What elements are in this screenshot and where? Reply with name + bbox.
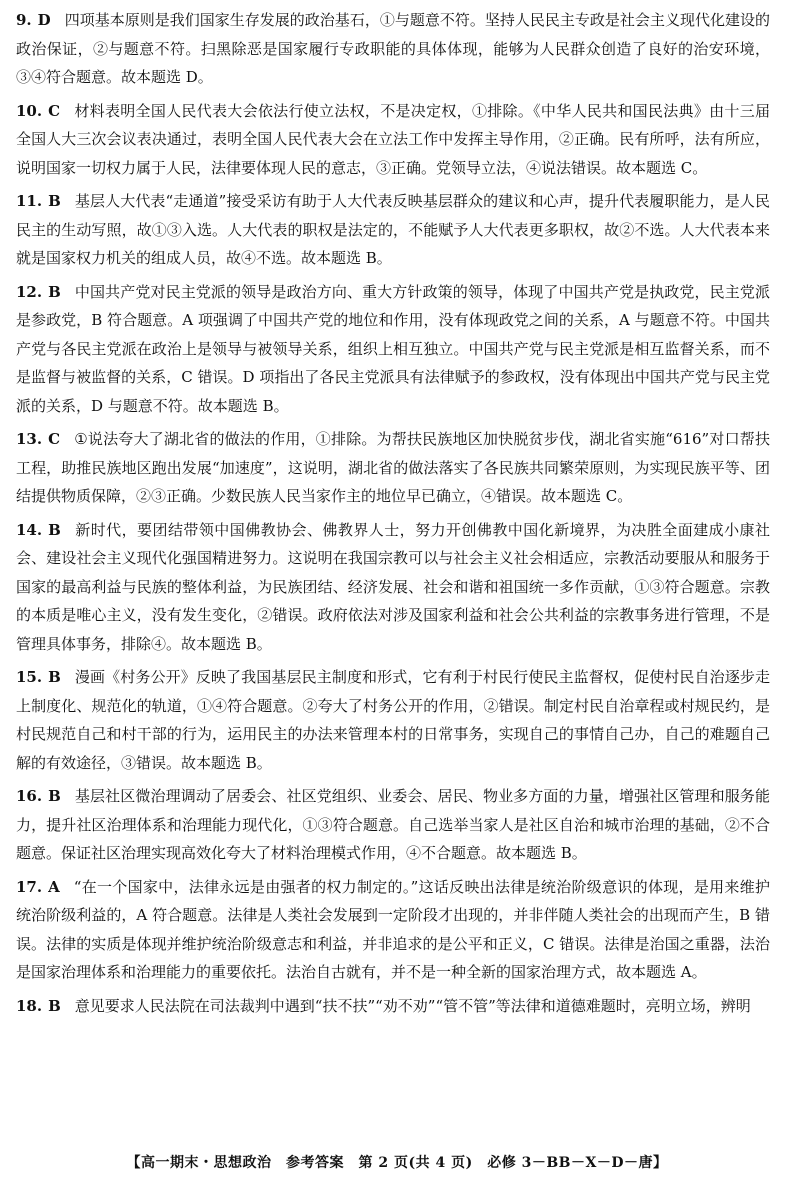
answer-item (16, 782, 770, 868)
question-number: 13. (16, 430, 43, 448)
explanation-text: 四项基本原则是我们国家生存发展的政治基石，①与题意不符。坚持人民民主专政是社会主义现代化建设的政治保证，②与题意不符。扫黑除恶是国家履行专政职能的具体体现，能够为人民群众创造了良好的治安环境，③④符合题意。故本题选 D。 (16, 11, 770, 86)
answer-letter: D (37, 11, 51, 29)
question-number: 10. (16, 101, 43, 120)
question-number: 16. (16, 787, 43, 805)
answer-letter: B (48, 192, 61, 210)
explanation-text: 新时代，要团结带领中国佛教协会、佛教界人士，努力开创佛教中国化新境界，为决胜全面建成小康社会、建设社会主义现代化强国精进努力。这说明在我国宗教可以与社会主义社会相适应，宗教活动要服从和服务于国家的最高利益与民族的整体利益，为民族团结、经济发展、社会和谐和祖国统一多作贡献，①③符合题意。宗教的本质是唯心主义，没有发生变化，②错误。政府依法对涉及国家利益和社会公共利益的宗教事务进行管理，不是管理具体事务，排除④。故本题选 B。 (16, 520, 770, 653)
explanation-text: 材料表明全国人民代表大会依法行使立法权，不是决定权，①排除。《中华人民共和国民法典》由十三届全国人大三次会议表决通过，表明全国人民代表大会在立法工作中发挥主导作用，②正确。民有所呼，法有所应，说明国家一切权力属于人民，法律要体现人民的意志，③正确。党领导立法，④说法错误。故本题选 C。 (16, 101, 770, 177)
answer-list (16, 6, 770, 1020)
question-number: 11. (16, 192, 43, 210)
question-number: 15. (16, 668, 43, 686)
answer-item (16, 97, 770, 183)
answer-item (16, 187, 770, 273)
answer-item (16, 425, 770, 511)
question-number: 18. (16, 996, 43, 1015)
page-footer: 【高一期末・思想政治 参考答案 第 2 页(共 4 页) 必修 3－BB－X－D－唐】 (126, 1155, 668, 1171)
explanation-text: 中国共产党对民主党派的领导是政治方向、重大方针政策的领导，体现了中国共产党是执政党，民主党派是参政党，B 符合题意。A 项强调了中国共产党的地位和作用，没有体现政党之间的关系，A 与题意不符。中国共产党与各民主党派在政治上是领导与被领导关系，组织上相互独立。中国共产党与民主党派是相互监督关系，而不是监督与被监督的关系，C 错误。D 项指出了各民主党派具有法律赋予的参政权，没有体现出中国共产党与民主党派的关系，D 与题意不符。故本题选 B。 (16, 282, 770, 415)
explanation-text: 意见要求人民法院在司法裁判中遇到“扶不扶”“劝不劝”“管不管”等法律和道德难题时，亮明立场，辨明 (74, 996, 751, 1015)
answer-item (16, 992, 770, 1021)
question-number: 12. (16, 282, 43, 301)
answer-item (16, 663, 770, 777)
explanation-text: 基层人大代表“走通道”接受采访有助于人大代表反映基层群众的建议和心声，提升代表履职能力，是人民民主的生动写照，故①③入选。人大代表的职权是法定的，不能赋予人大代表更多职权，故②不选。人大代表本来就是国家权力机关的组成人员，故④不选。故本题选 B。 (16, 192, 770, 267)
question-number: 14. (16, 520, 43, 539)
answer-item (16, 6, 770, 92)
answer-letter: B (48, 996, 61, 1015)
answer-letter: C (48, 101, 61, 120)
explanation-text: “在一个国家中，法律永远是由强者的权力制定的。”这话反映出法律是统治阶级意识的体现，是用来维护统治阶级利益的，A 符合题意。法律是人类社会发展到一定阶段才出现的，并非伴随人类社会的出现而产生，B 错误。法律的实质是体现并维护统治阶级意志和利益，并非追求的是公平和正义，C 错误。法律是治国之重器，法治是国家治理体系和治理能力的重要依托。法治自古就有，并不是一种全新的国家治理方式，故本题选 A。 (16, 877, 770, 981)
explanation-text: 漫画《村务公开》反映了我国基层民主制度和形式，它有利于村民行使民主监督权，促使村民自治逐步走上制度化、规范化的轨道，①④符合题意。②夸大了村务公开的作用，②错误。制定村民自治章程或村规民约，是村民规范自己和村干部的行为，运用民主的办法来管理本村的日常事务，实现自己的事情自己办，自己的难题自己解的有效途径，③错误。故本题选 B。 (16, 668, 770, 772)
answer-item (16, 873, 770, 987)
answer-letter: C (48, 430, 61, 448)
answer-letter: B (48, 787, 61, 805)
answer-item (16, 278, 770, 421)
explanation-text: ①说法夸大了湖北省的做法的作用，①排除。为帮扶民族地区加快脱贫步伐，湖北省实施“616”对口帮扶工程，助推民族地区跑出发展“加速度”，这说明，湖北省的做法落实了各民族共同繁荣原则，为实现民族平等、团结提供物质保障，②③正确。少数民族人民当家作主的地位早已确立，④错误。故本题选 C。 (16, 430, 770, 505)
explanation-text: 基层社区微治理调动了居委会、社区党组织、业委会、居民、物业多方面的力量，增强社区管理和服务能力，提升社区治理体系和治理能力现代化，①③符合题意。自己选举当家人是社区自治和城市治理的基础，②不合题意。保证社区治理实现高效化夸大了材料治理模式作用，④不合题意。故本题选 B。 (16, 787, 770, 862)
question-number: 17. (16, 877, 43, 896)
answer-item (16, 516, 770, 659)
answer-letter: B (48, 282, 61, 301)
answer-letter: B (48, 520, 61, 539)
answer-letter: B (48, 668, 61, 686)
question-number: 9. (16, 11, 32, 29)
answer-letter: A (48, 877, 60, 896)
